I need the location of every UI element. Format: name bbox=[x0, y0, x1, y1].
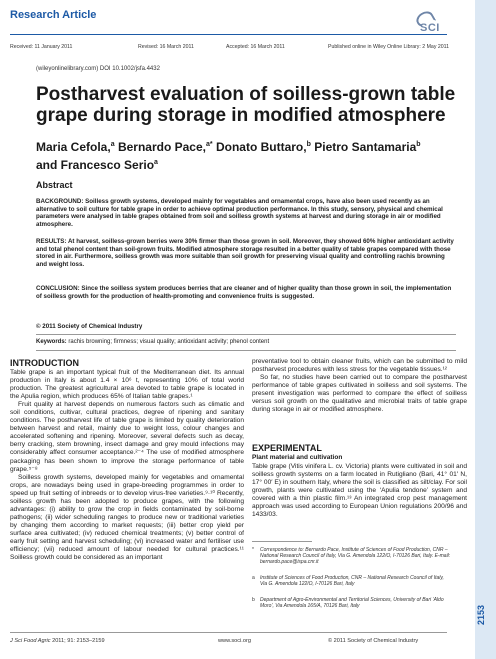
author-name: Maria Cefola, bbox=[36, 140, 111, 154]
article-title: Postharvest evaluation of soilless-grown table grape during storage in modified atmosphere bbox=[36, 84, 456, 126]
author-list bbox=[36, 137, 456, 173]
intro-paragraph-2: Fruit quality at harvest depends on numerous factors such as climatic and soil conditions, cultivar, cultural practices, degree of ripening and sanitary conditions. The postharvest life of table grape is limited by quality deterioration between harvest and retail, mainly due to weight loss, colour changes and accelerated softening and ripening. Moreover, several defects such as decay, berry cracking, stem browning, insect damage and grey mould infections may considerably affect consumer acceptance.²⁻⁴ The use of modified atmosphere packaging has been shown to improve the storage performance of table grape.⁵⁻⁸ bbox=[10, 401, 244, 473]
keywords-rule-top bbox=[36, 334, 456, 335]
intro-left-column bbox=[10, 369, 244, 562]
footer-citation bbox=[10, 638, 105, 644]
published-date: Published online in Wiley Online Library: 2 May 2011 bbox=[328, 44, 450, 50]
footnote-rule bbox=[252, 541, 312, 542]
header-rule bbox=[10, 34, 447, 35]
footnote-correspondence bbox=[252, 547, 452, 565]
footnote-text: Department of Agro-Environmental and Territorial Sciences, University of Bari ‘Aldo Moro’, Via Amendola 165/A, 70126 Bari, Italy bbox=[260, 597, 444, 609]
keywords-label: Keywords: bbox=[36, 339, 67, 345]
footer-website: www.soci.org bbox=[218, 638, 251, 644]
footnote-affiliation-a bbox=[252, 575, 452, 587]
sci-logo-text: SCI bbox=[420, 22, 440, 34]
received-date: Received: 11 January 2011 bbox=[10, 44, 73, 50]
author-name: Pietro Santamaria bbox=[310, 140, 417, 154]
footnote-text: Correspondence to: Bernardo Pace, Institute of Sciences of Food Production, CNR – National Research Council of Italy, Via G. Amendola 122/O, I-70126 Bari, Italy. E-mail: bernardo.pace@ispa.cnr.it bbox=[260, 547, 451, 565]
affiliation-mark: a bbox=[110, 141, 115, 148]
footnote-mark: a bbox=[252, 575, 255, 581]
experimental-subheading: Plant material and cultivation bbox=[252, 454, 343, 461]
keywords-text: rachis browning; firmness; visual quality; antioxidant activity; phenol content bbox=[68, 339, 270, 345]
abstract-heading: Abstract bbox=[36, 180, 73, 190]
intro-paragraph-1: Table grape is an important typical fruit of the Mediterranean diet. Its annual production in Italy is about 1.4 × 10⁶ t, representing 10% of total world production. The greatest agricultural area devoted to table grape is located in the Apulia region, which produces 65% of Italian table grapes.¹ bbox=[10, 369, 244, 401]
affiliation-mark: b bbox=[306, 141, 311, 148]
footer-copyright: © 2011 Society of Chemical Industry bbox=[328, 638, 419, 644]
author-name: Bernardo Pace, bbox=[114, 140, 206, 154]
footnote-affiliation-b bbox=[252, 597, 452, 609]
revised-date: Revised: 16 March 2011 bbox=[138, 44, 194, 50]
page-sidebar bbox=[475, 0, 496, 659]
abstract-results: RESULTS: At harvest, soilless-grown berries were 30% firmer than those grown in soil. Moreover, they showed 60% higher antioxidant activity and total phenol content than soil-grown fruits. Modified atmosphere storage resulted in a better quality of table grapes compared with those stored in air. Furthermore, soilless growth was more suitable than soil growth for preserving visual quality and controlling rachis browning and weight loss. bbox=[36, 238, 454, 268]
footnote-text: Institute of Sciences of Food Production, CNR – National Research Council of Italy, Via G. Amendola 122/O, I-70126 Bari, Italy bbox=[260, 575, 444, 587]
intro-paragraph-4: preventative tool to obtain cleaner fruits, which can be submitted to mild postharvest procedures with less stress for the vegetable tissues.¹² bbox=[252, 358, 467, 374]
experimental-heading: EXPERIMENTAL bbox=[252, 443, 322, 453]
footer-rule bbox=[10, 632, 447, 633]
page-number: 2153 bbox=[476, 604, 486, 626]
abstract-copyright: © 2011 Society of Chemical Industry bbox=[36, 323, 143, 330]
abstract-conclusion: CONCLUSION: Since the soilless system produces berries that are cleaner and of higher quality than those grown in soil, the implementation of soilless growth for the production of health-promoting and convenience fruits is suggested. bbox=[36, 285, 452, 300]
intro-paragraph-5: So far, no studies have been carried out to compare the postharvest performance of table grapes cultivated in soilless and soil systems. The present investigation was performed to compare the effect of soilless versus soil growth on the qualitative and microbial traits of table grape during storage in air or modified atmosphere. bbox=[252, 374, 467, 414]
journal-name: J Sci Food Agric bbox=[10, 638, 51, 644]
section-label: Research Article bbox=[10, 9, 97, 21]
affiliation-mark: a bbox=[154, 159, 158, 166]
accepted-date: Accepted: 16 March 2011 bbox=[226, 44, 285, 50]
keywords-rule-bottom bbox=[36, 350, 456, 351]
author-name: and Francesco Serio bbox=[36, 158, 155, 172]
citation-details: 2011; 91: 2153–2159 bbox=[50, 638, 105, 644]
abstract-background: BACKGROUND: Soilless growth systems, developed mainly for vegetables and ornamental crops, have also been used recently as an alternative to soil culture for table grape in order to achieve optimal production performance. In this study, sensory, physical and chemical parameters were analysed in table grapes obtained from soil and soilless growth systems at harvest and during storage in air or modified atmosphere. bbox=[36, 198, 443, 228]
experimental-paragraph-1: Table grape (Vitis vinifera L. cv. Victoria) plants were cultivated in soil and soilless growth systems on a farm located in Rutigliano (Bari, 41° 01′ N, 17° 00′ E) in southern Italy, where the soil is classified as silt/clay. For soil growth, plants were cultivated using the ‘Apulia tendone’ system and covered with a thin plastic film.¹³ An integrated crop pest management approach was used according to European Union regulations 200/96 and 1433/03. bbox=[252, 463, 467, 519]
affiliation-mark: b bbox=[416, 141, 421, 148]
footnote-mark: b bbox=[252, 597, 255, 603]
affiliation-mark: a* bbox=[205, 141, 213, 148]
intro-paragraph-3: Soilless growth systems, developed mainly for vegetables and ornamental crops, are nowadays being used in grape-breeding programmes in order to speed up fruit setting of inbreeds or to develop virus-free varieties.⁹·¹⁰ Recently, soilless growth has been adopted to produce grapes, with the following advantages: (i) ability to grow the crop in fields contaminated by soil-borne pathogens; (ii) wider scheduling ranges to produce new or traditional varieties by changing them according to market requests; (iii) better crop yield per surface area cultivated; (iv) reduced chemical treatments; (v) better control of early fruit setting and harvest scheduling; (vi) increased water and fertiliser use efficiency; (vii) reduced amount of labour needed for cultural practices.¹¹ Soilless growth could be considered as an important bbox=[10, 473, 244, 562]
author-name: Donato Buttaro, bbox=[212, 140, 307, 154]
keywords bbox=[36, 339, 269, 345]
footnote-mark: * bbox=[252, 547, 254, 553]
intro-right-column bbox=[252, 358, 467, 414]
doi: (wileyonlinelibrary.com) DOI 10.1002/jsfa.4432 bbox=[36, 66, 160, 72]
intro-heading: INTRODUCTION bbox=[10, 358, 79, 368]
